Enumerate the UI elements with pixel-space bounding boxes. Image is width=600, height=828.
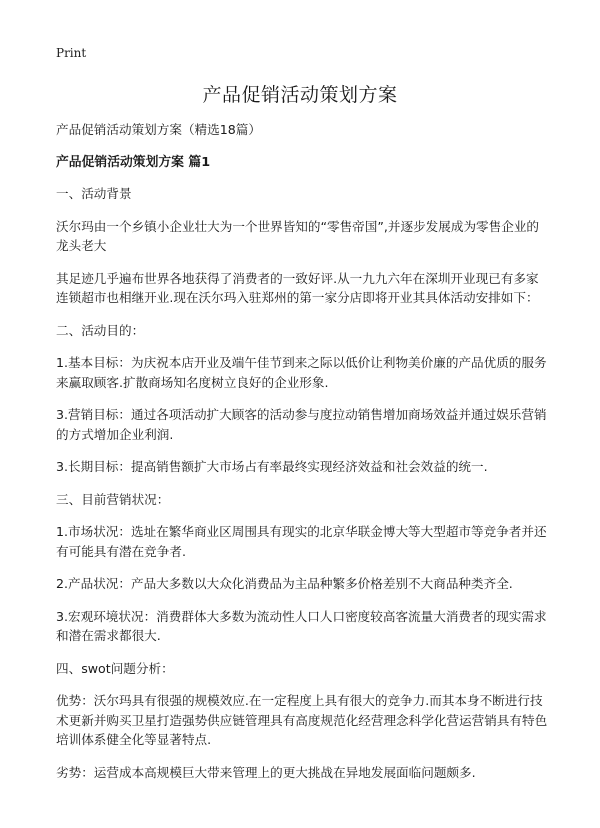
section-heading: 产品促销活动策划方案 篇1 bbox=[56, 154, 211, 170]
heading-swot-analysis: 四、swot问题分析： bbox=[56, 660, 174, 676]
heading-activity-goals: 二、活动目的： bbox=[56, 322, 145, 338]
paragraph-market-status: 1.市场状况：选址在繁华商业区周围具有现实的北京华联金博大等大型超市等竞争者并还有可能具有潜在竞争者. bbox=[56, 524, 547, 559]
paragraph-background-2: 其足迹几乎遍布世界各地获得了消费者的一致好评.从一九九六年在深圳开业现已有多家连锁超市也相继开业.现在沃尔玛入驻郑州的第一家分店即将开业其具体活动安排如下： bbox=[56, 270, 539, 305]
paragraph-product-status: 2.产品状况：产品大多数以大众化消费品为主品种繁多价格差别不大商品种类齐全. bbox=[56, 576, 513, 591]
page-title: 产品促销活动策划方案 bbox=[202, 84, 398, 106]
document-body bbox=[56, 120, 548, 795]
paragraph-marketing-goal: 3.营销目标：通过各项活动扩大顾客的活动参与度拉动销售增加商场效益并通过娱乐营销的方式增加企业利润. bbox=[56, 407, 547, 442]
heading-activity-background: 一、活动背景 bbox=[56, 186, 132, 201]
paragraph-basic-goal: 1.基本目标：为庆祝本店开业及端午佳节到来之际以低价让利物美价廉的产品优质的服务来赢取顾客.扩散商场知名度树立良好的企业形象. bbox=[56, 355, 547, 390]
paragraph-strengths: 优势：沃尔玛具有很强的规模效应.在一定程度上具有很大的竞争力.而其本身不断进行技术更新并购买卫星打造强势供应链管理具有高度规范化经营理念科学化营运营销具有特色培训体系健全化等显著特点. bbox=[56, 693, 548, 747]
paragraph-macro-environment: 3.宏观环境状况：消费群体大多数为流动性人口人口密度较高客流量大消费者的现实需求和潜在需求都很大. bbox=[56, 608, 547, 643]
paragraph-background-1: 沃尔玛由一个乡镇小企业壮大为一个世界皆知的“零售帝国”,并逐步发展成为零售企业的龙头老大 bbox=[56, 218, 540, 253]
paragraph-weaknesses: 劣势：运营成本高规模巨大带来管理上的更大挑战在异地发展面临问题颇多. bbox=[56, 764, 476, 780]
heading-marketing-status: 三、目前营销状况： bbox=[56, 491, 170, 507]
paragraph-long-term-goal: 3.长期目标：提高销售额扩大市场占有率最终实现经济效益和社会效益的统一. bbox=[56, 459, 488, 474]
document-subtitle: 产品促销活动策划方案（精选18篇） bbox=[56, 122, 261, 137]
print-link[interactable]: Print bbox=[56, 46, 87, 60]
